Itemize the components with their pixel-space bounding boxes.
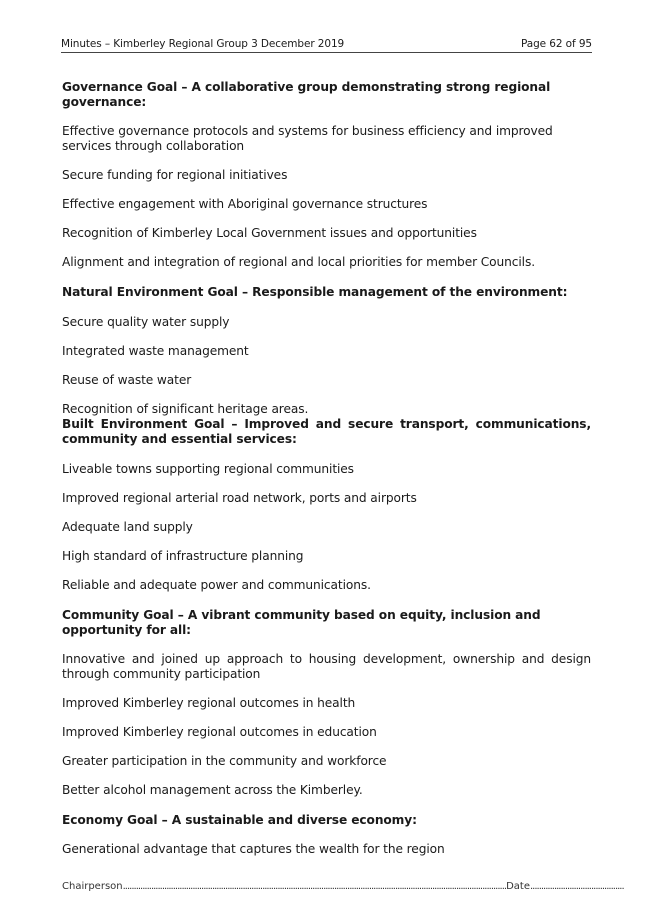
- document-title: Minutes – Kimberley Regional Group 3 December 2019: [61, 38, 345, 50]
- built-environment-heading: Built Environment Goal – Improved and secure transport, communications, community and essential services:: [62, 417, 591, 446]
- community-item: Greater participation in the community and workforce: [62, 754, 387, 768]
- page-number: Page 62 of 95: [521, 38, 592, 50]
- governance-item: Effective engagement with Aboriginal governance structures: [62, 197, 428, 211]
- governance-item: Secure funding for regional initiatives: [62, 168, 288, 182]
- governance-item: Recognition of Kimberley Local Government issues and opportunities: [62, 226, 477, 240]
- signature-footer: [62, 881, 624, 892]
- built-environment-item: Reliable and adequate power and communications.: [62, 578, 371, 592]
- community-heading: Community Goal – A vibrant community based on equity, inclusion and opportunity for all:: [62, 608, 541, 637]
- natural-environment-item: Integrated waste management: [62, 344, 249, 358]
- chairperson-label: Chairperson: [62, 881, 123, 892]
- chairperson-signature-line: ................................................................................................................................................................................: [122, 881, 507, 892]
- governance-heading: Governance Goal – A collaborative group demonstrating strong regional governance:: [62, 80, 551, 109]
- date-line: ...........................................: [529, 881, 624, 892]
- community-item: Improved Kimberley regional outcomes in health: [62, 696, 356, 710]
- economy-heading: Economy Goal – A sustainable and diverse economy:: [62, 813, 417, 827]
- built-environment-item: Liveable towns supporting regional communities: [62, 462, 354, 476]
- built-environment-item: Improved regional arterial road network, ports and airports: [62, 491, 417, 505]
- economy-item: Generational advantage that captures the wealth for the region: [62, 842, 445, 856]
- governance-item: Alignment and integration of regional and local priorities for member Councils.: [62, 255, 535, 269]
- natural-environment-item: Reuse of waste water: [62, 373, 192, 387]
- document-body: [62, 80, 591, 857]
- community-item: Innovative and joined up approach to housing development, ownership and design through community participation: [62, 652, 591, 681]
- community-item: Better alcohol management across the Kimberley.: [62, 783, 363, 797]
- page-header: [61, 38, 592, 53]
- natural-environment-heading: Natural Environment Goal – Responsible management of the environment:: [62, 285, 568, 299]
- built-environment-item: High standard of infrastructure planning: [62, 549, 304, 563]
- governance-item: Effective governance protocols and systems for business efficiency and improved services through collaboration: [62, 124, 553, 153]
- natural-environment-item: Recognition of significant heritage areas.: [62, 402, 309, 416]
- natural-environment-item: Secure quality water supply: [62, 315, 230, 329]
- date-label: Date: [506, 881, 530, 892]
- community-item: Improved Kimberley regional outcomes in education: [62, 725, 377, 739]
- built-environment-item: Adequate land supply: [62, 520, 193, 534]
